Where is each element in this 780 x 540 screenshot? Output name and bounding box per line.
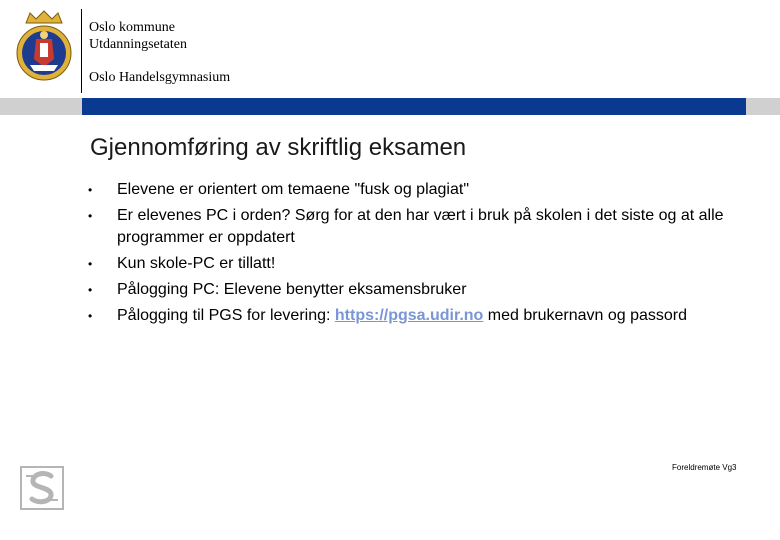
school-name: Oslo Handelsgymnasium [89,70,231,85]
bullet-marker: • [88,309,93,323]
org-name: Oslo kommune [89,20,175,35]
oslo-crest-icon [14,9,74,81]
bullet-text-suffix: med brukernavn og passord [483,307,687,324]
school-logo-icon [20,466,64,510]
bullet-marker: • [88,183,93,197]
header-band-blue [82,98,746,115]
footer-label: Foreldremøte Vg3 [672,463,737,472]
slide-title: Gjennomføring av skriftlig eksamen [90,134,467,161]
list-item [88,205,728,249]
list-item [88,253,728,275]
list-item [88,305,728,327]
bullet-marker: • [88,209,93,223]
list-item [88,279,728,301]
agency-name: Utdanningsetaten [89,37,187,52]
bullet-text-prefix: Pålogging til PGS for levering: [117,307,335,324]
bullet-text: Kun skole-PC er tillatt! [117,255,276,272]
pgsa-link[interactable]: https://pgsa.udir.no [334,307,484,324]
bullet-marker: • [88,283,93,297]
bullet-marker: • [88,257,93,271]
header-divider [81,9,82,93]
list-item [88,179,728,201]
bullet-text: Elevene er orientert om temaene "fusk og plagiat" [117,181,469,198]
bullet-list [88,179,728,331]
bullet-text: Pålogging PC: Elevene benytter eksamensbruker [117,281,467,298]
bullet-text: Er elevenes PC i orden? Sørg for at den har vært i bruk på skolen i det siste og at alle programmer er oppdatert [117,207,724,246]
